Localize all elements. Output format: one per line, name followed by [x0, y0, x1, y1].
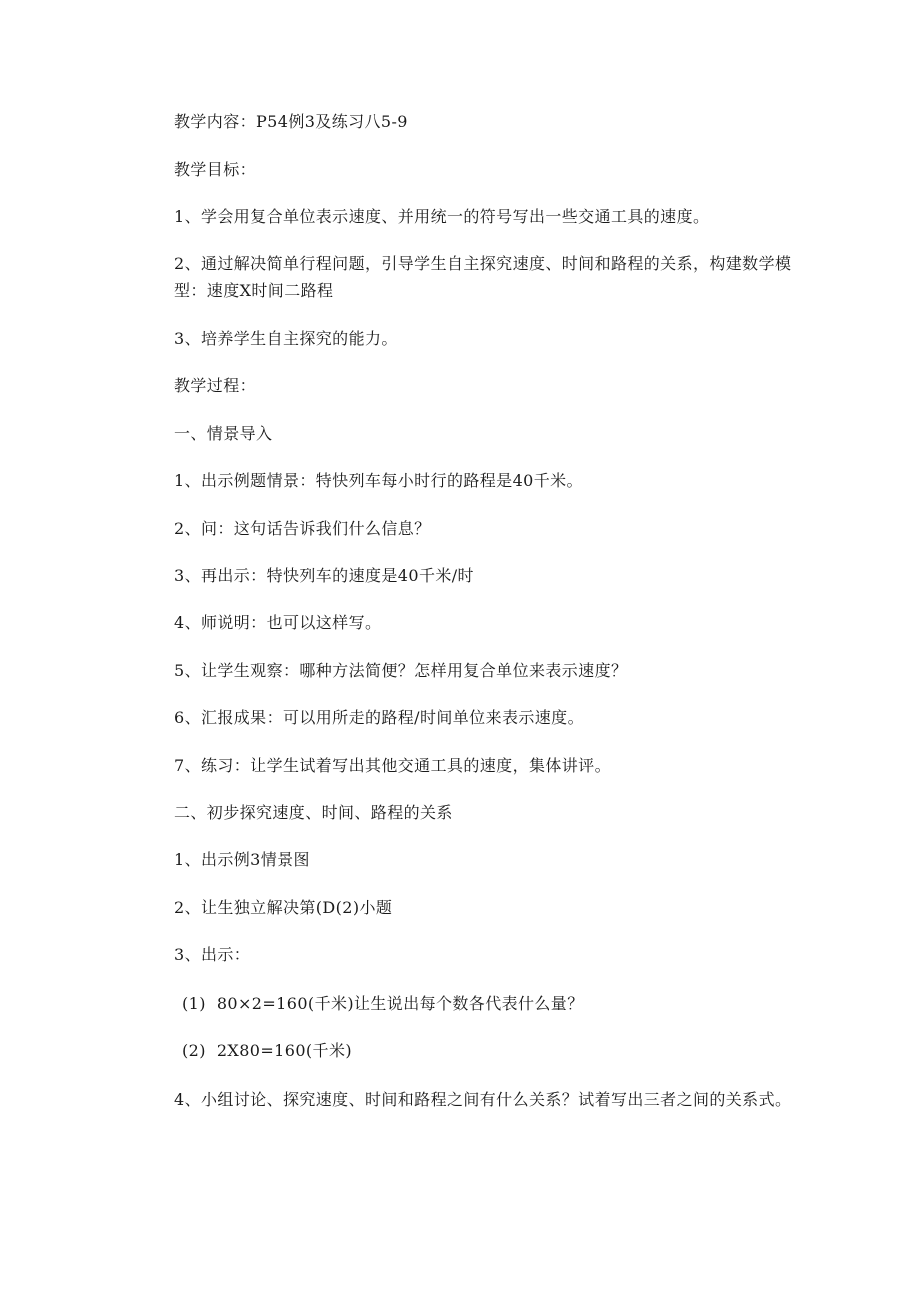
section-1-heading: 一、情景导入	[174, 424, 273, 443]
step-2-1: 1、出示例3情景图	[174, 850, 310, 869]
step-1-3: 3、再出示：特快列车的速度是40千米/时	[174, 566, 474, 585]
step-1-6: 6、汇报成果：可以用所走的路程/时间单位来表示速度。	[174, 708, 584, 727]
teaching-process-heading: 教学过程：	[174, 376, 257, 395]
step-1-2: 2、问：这句话告诉我们什么信息？	[174, 519, 431, 538]
goal-item-1: 1、学会用复合单位表示速度、并用统一的符号写出一些交通工具的速度。	[174, 207, 710, 226]
step-2-3: 3、出示：	[174, 945, 251, 964]
step-2-2: 2、让生独立解决第(D(2)小题	[174, 898, 393, 917]
step-2-4: 4、小组讨论、探究速度、时间和路程之间有什么关系？试着写出三者之间的关系式。	[174, 1090, 792, 1109]
step-1-7: 7、练习：让学生试着写出其他交通工具的速度，集体讲评。	[174, 756, 611, 775]
goal-item-2: 2、通过解决简单行程问题，引导学生自主探究速度、时间和路程的关系，构建数学模型：速度X时间二路程	[174, 254, 792, 300]
teaching-goals-heading: 教学目标：	[174, 160, 257, 179]
formula-1: (1) 80×2=160(千米)让生说出每个数各代表什么量？	[182, 994, 584, 1013]
step-1-5: 5、让学生观察：哪种方法简便？怎样用复合单位来表示速度？	[174, 661, 628, 680]
formula-2: (2) 2X80=160(千米)	[182, 1041, 352, 1060]
section-2-heading: 二、初步探究速度、时间、路程的关系	[174, 803, 453, 822]
goal-item-3: 3、培养学生自主探究的能力。	[174, 329, 398, 348]
step-1-4: 4、师说明：也可以这样写。	[174, 613, 382, 632]
step-1-1: 1、出示例题情景：特快列车每小时行的路程是40千米。	[174, 471, 583, 490]
teaching-content: 教学内容：P54例3及练习八5-9	[174, 112, 408, 131]
